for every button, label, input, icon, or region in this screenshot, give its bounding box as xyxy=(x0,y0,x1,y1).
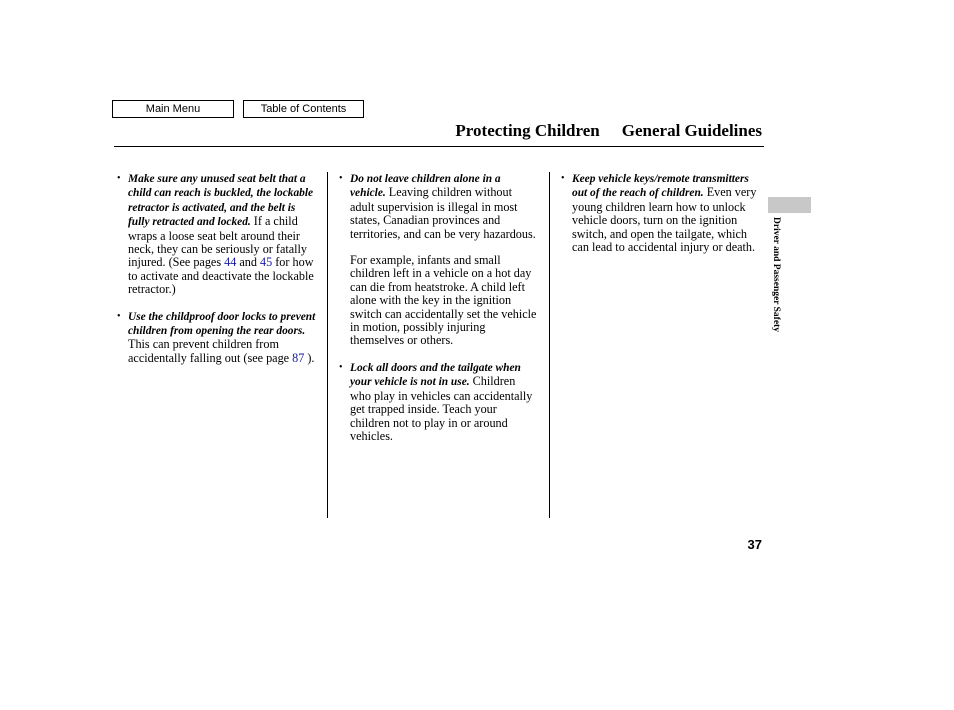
header-divider xyxy=(114,146,764,147)
section-title: Protecting Children xyxy=(455,121,600,140)
item-heading: Do not leave children alone in a vehicle. xyxy=(350,173,501,200)
page-title xyxy=(455,121,762,141)
item-text: Leaving children without adult supervision is illegal in most states, Canadian provinces and territories, and can be very hazardous. xyxy=(350,185,536,241)
bullet: • xyxy=(117,310,121,322)
bullet: • xyxy=(339,361,343,373)
column-3 xyxy=(561,172,761,254)
main-menu-button[interactable]: Main Menu xyxy=(112,100,234,118)
item-text: for how to activate and deactivate the lockable retractor.) xyxy=(128,255,314,297)
bullet: • xyxy=(117,173,121,184)
bullet: • xyxy=(339,173,343,184)
list-item xyxy=(339,172,539,348)
column-2 xyxy=(339,172,539,443)
page-link-87[interactable]: 87 xyxy=(292,350,305,365)
item-text: If a child wraps a loose seat belt around their neck, they can be seriously or fatally injured. (See pages xyxy=(128,214,308,270)
item-text: and xyxy=(236,255,261,270)
list-item xyxy=(339,361,539,443)
page-link-45[interactable]: 45 xyxy=(260,255,273,270)
item-text: ). xyxy=(304,350,315,365)
list-item xyxy=(117,310,317,366)
item-text: This can prevent children from accidentally falling out (see page xyxy=(128,337,293,365)
column-divider xyxy=(549,172,550,518)
column-divider xyxy=(327,172,328,518)
column-1 xyxy=(117,172,317,365)
item-heading: Make sure any unused seat belt that a child can reach is buckled, the lockable retractor is activated, and the belt is fully retracted and locked. xyxy=(128,173,314,229)
page-number: 37 xyxy=(747,537,762,552)
list-item xyxy=(117,172,317,297)
item-paragraph: For example, infants and small children left in a vehicle on a hot day can die from heatstroke. A child left alone with the key in the ignition switch can accidentally set the vehicle in motion, possibly injuring themselves or others. xyxy=(350,253,537,348)
item-heading: Use the childproof door locks to prevent children from opening the rear doors. xyxy=(128,310,316,338)
item-text: Even very young children learn how to unlock vehicle doors, turn on the ignition switch, and open the tailgate, which can lead to accidental injury or death. xyxy=(572,185,757,255)
list-item xyxy=(561,172,761,254)
section-tab-marker xyxy=(768,197,811,213)
table-of-contents-button[interactable]: Table of Contents xyxy=(243,100,364,118)
section-side-label: Driver and Passenger Safety xyxy=(771,217,781,332)
item-heading: Lock all doors and the tailgate when your vehicle is not in use. xyxy=(350,361,521,389)
page-link-44[interactable]: 44 xyxy=(224,255,237,270)
bullet: • xyxy=(561,173,565,184)
subsection-title: General Guidelines xyxy=(621,121,762,140)
item-heading: Keep vehicle keys/remote transmitters out of the reach of children. xyxy=(572,173,749,200)
item-text: Children who play in vehicles can accidentally get trapped inside. Teach your children not to play in or around vehicles. xyxy=(350,374,533,443)
